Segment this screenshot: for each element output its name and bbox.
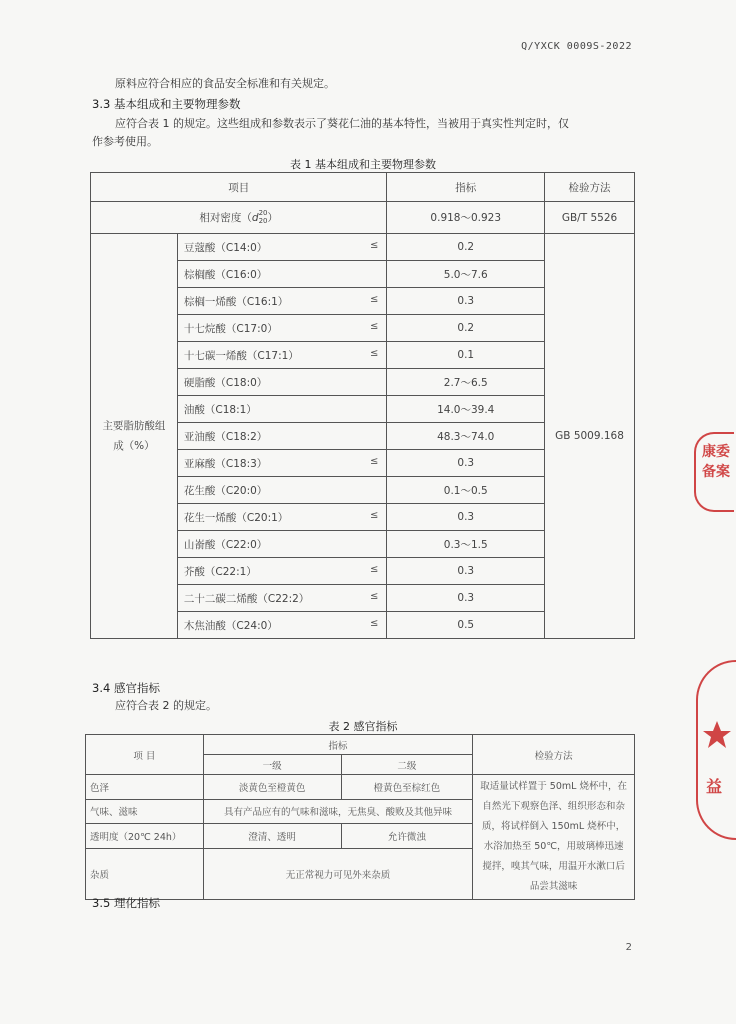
fatty-acid-value: 0.3 [387,585,545,612]
fatty-acid-value: 0.1～0.5 [387,477,545,504]
fatty-acid-value: 0.1 [387,342,545,369]
fatty-acid-name-text: 花生酸（C20:0） [183,484,268,497]
fatty-acid-name-text: 油酸（C18:1） [183,403,257,416]
density-value: 0.918～0.923 [387,202,545,234]
fatty-acid-name-text: 亚油酸（C18:2） [183,430,268,443]
less-equal-sign: ≤ [370,456,379,467]
table2-method-text: 取适量试样置于 50mL 烧杯中，在自然光下观察色泽、组织形态和杂质，将试样倒入 150mL 烧杯中，水浴加热至 50℃，用玻璃棒迅速搅拌，嗅其气味，用温开水漱口后品尝其滋味 [473,775,635,900]
fatty-acid-rows [91,234,635,639]
table2-merged-value: 无正常视力可见外来杂质 [203,848,472,899]
fatty-acid-name [177,450,387,477]
table2-grade2-value: 橙黄色至棕红色 [341,775,473,800]
star-icon [702,720,732,750]
fatty-acid-name-text: 棕榈一烯酸（C16:1） [183,295,289,308]
fatty-acid-value: 14.0～39.4 [387,396,545,423]
table2-grade2-value: 允许微浊 [341,824,473,849]
fatty-acid-name-text: 木焦油酸（C24:0） [183,619,278,632]
fatty-acid-name [177,423,387,450]
fatty-acid-value: 0.3～1.5 [387,531,545,558]
fatty-acid-name [177,234,387,261]
table1-header-row [91,173,635,202]
fatty-acid-name-text: 豆蔻酸（C14:0） [183,241,268,254]
fatty-acid-name [177,369,387,396]
fatty-acid-value: 0.3 [387,558,545,585]
table1-header-item: 项目 [91,173,387,202]
fatty-acid-value: 0.3 [387,450,545,477]
table2-item: 色泽 [86,775,204,800]
fatty-acid-value: 5.0～7.6 [387,261,545,288]
table2-header-row-1 [86,735,635,755]
table2-header-grade2: 二级 [341,755,473,775]
seal-stamp-top [694,432,734,512]
table1-header-method: 检验方法 [545,173,635,202]
seal-text-1: 康委 [702,444,730,460]
table2-grade1-value: 淡黄色至橙黄色 [203,775,341,800]
seal-stamp-bottom [696,660,736,840]
fatty-acid-name [177,396,387,423]
section-3-4-title: 3.4 感官指标 [92,681,160,695]
fatty-acid-name-text: 芥酸（C22:1） [183,565,257,578]
table2-merged-value: 具有产品应有的气味和滋味，无焦臭、酸败及其他异味 [203,799,472,824]
fatty-acid-value: 2.7～6.5 [387,369,545,396]
table1-caption: 表 1 基本组成和主要物理参数 [290,158,436,171]
table2-item: 气味、滋味 [86,799,204,824]
table2-caption: 表 2 感官指标 [328,720,398,733]
page-number: 2 [625,942,632,953]
density-method: GB/T 5526 [545,202,635,234]
table2-grade1-value: 澄清、透明 [203,824,341,849]
fatty-acid-value: 48.3～74.0 [387,423,545,450]
section-3-5-title: 3.5 理化指标 [92,896,160,910]
fatty-acid-name-text: 十七碳一烯酸（C17:1） [183,349,299,362]
fatty-acid-name-text: 亚麻酸（C18:3） [183,457,268,470]
less-equal-sign: ≤ [370,321,379,332]
fatty-acid-name [177,261,387,288]
fatty-acid-name-text: 山嵛酸（C22:0） [183,538,268,551]
fatty-acid-name-text: 棕榈酸（C16:0） [183,268,268,281]
section-3-3-para-1: 应符合表 1 的规定。这些组成和参数表示了葵花仁油的基本特性，当被用于真实性判定时，仅 [115,117,569,130]
table2-item: 杂质 [86,848,204,899]
section-3-4-para: 应符合表 2 的规定。 [115,699,217,712]
less-equal-sign: ≤ [370,348,379,359]
fatty-acid-name [177,477,387,504]
fatty-acid-name-text: 二十二碳二烯酸（C22:2） [183,592,310,605]
table1-density-row [91,202,635,234]
section-3-3-para-2: 作参考使用。 [92,135,158,148]
fatty-acid-name [177,585,387,612]
less-equal-sign: ≤ [370,294,379,305]
fatty-acid-name [177,504,387,531]
table2-header-method: 检验方法 [473,735,635,775]
less-equal-sign: ≤ [370,591,379,602]
less-equal-sign: ≤ [370,564,379,575]
fatty-acid-value: 0.3 [387,288,545,315]
table2-row-color [86,775,635,800]
fatty-acid-value: 0.5 [387,612,545,639]
density-label: 相对密度（d 20 20 ） [91,202,387,234]
composition-table [90,172,635,639]
section-3-3-title: 3.3 基本组成和主要物理参数 [92,97,241,111]
fatty-acid-name [177,315,387,342]
fatty-acid-value: 0.2 [387,234,545,261]
table2-header-index: 指标 [203,735,472,755]
document-code: Q/YXCK 0009S-2022 [521,41,632,52]
fatty-acid-name [177,612,387,639]
less-equal-sign: ≤ [370,240,379,251]
table2-item: 透明度（20℃ 24h） [86,824,204,849]
seal-text-3: 益 [706,777,723,796]
fatty-acid-name-text: 十七烷酸（C17:0） [183,322,278,335]
fatty-acid-name [177,531,387,558]
less-equal-sign: ≤ [370,618,379,629]
less-equal-sign: ≤ [370,510,379,521]
fatty-acid-method: GB 5009.168 [545,234,635,639]
table2-header-item: 项 目 [86,735,204,775]
fatty-acid-value: 0.2 [387,315,545,342]
fatty-acid-group-label: 主要脂肪酸组成（%） [91,234,178,639]
table2-header-grade1: 一级 [203,755,341,775]
seal-text-2: 备案 [702,464,730,480]
fatty-acid-name-text: 硬脂酸（C18:0） [183,376,268,389]
intro-line: 原料应符合相应的食品安全标准和有关规定。 [115,77,335,90]
fatty-acid-value: 0.3 [387,504,545,531]
fatty-acid-name [177,288,387,315]
sensory-table [85,734,635,900]
fatty-acid-name [177,342,387,369]
fatty-acid-name [177,558,387,585]
table1-header-index: 指标 [387,173,545,202]
fatty-acid-row [91,234,635,261]
fatty-acid-name-text: 花生一烯酸（C20:1） [183,511,289,524]
